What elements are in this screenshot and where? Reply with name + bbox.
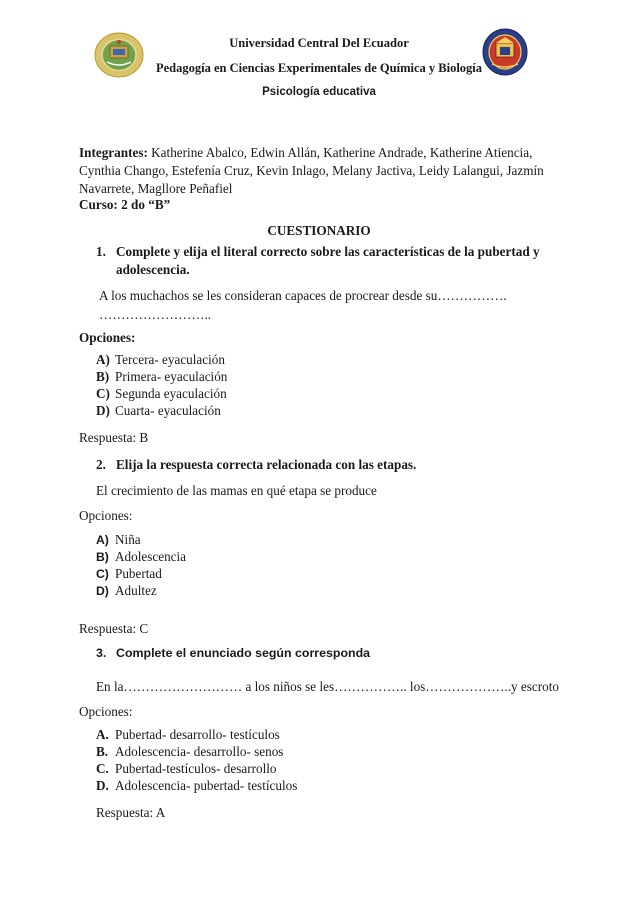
subject-name: Psicología educativa	[262, 86, 376, 98]
question-1-stem-1: A los muchachos se les consideran capaces de procrear desde su…………….	[99, 288, 507, 303]
option-text: Adultez	[115, 583, 157, 598]
option-letter: C)	[96, 567, 109, 581]
question-2-text: Elija la respuesta correcta relacionada con las etapas.	[116, 457, 417, 472]
question-2-options-label: Opciones:	[79, 508, 133, 523]
members-line-3: Navarrete, Magllore Peñafiel	[79, 181, 233, 196]
question-1-number: 1.	[96, 244, 106, 259]
option-text: Pubertad- desarrollo- testículos	[115, 727, 280, 742]
option-text: Adolescencia	[115, 549, 187, 564]
question-2-option-d	[96, 583, 157, 599]
option-text: Niña	[115, 532, 141, 547]
members-names-1: Katherine Abalco, Edwin Allán, Katherine Andrade, Katherine Atiencia,	[151, 145, 533, 160]
questionnaire-title: CUESTIONARIO	[267, 223, 371, 238]
course-label: Curso:	[79, 197, 118, 212]
option-text: Tercera- eyaculación	[115, 352, 225, 367]
question-3-option-b	[96, 744, 283, 760]
option-text: Primera- eyaculación	[115, 369, 228, 384]
question-2-option-c	[96, 566, 162, 582]
question-3-number: 3.	[96, 646, 107, 660]
question-3-answer: Respuesta: A	[96, 805, 166, 820]
question-1-options-label: Opciones:	[79, 330, 136, 345]
question-1-option-c	[96, 386, 227, 402]
option-letter: C.	[96, 761, 109, 776]
course-line	[79, 197, 170, 213]
option-letter: A)	[96, 533, 109, 547]
option-letter: D)	[96, 403, 110, 418]
question-2-option-a	[96, 532, 141, 548]
question-2-answer: Respuesta: C	[79, 621, 149, 636]
question-3-line	[96, 646, 370, 660]
question-2-stem: El crecimiento de las mamas en qué etapa se produce	[96, 483, 377, 498]
question-2-number: 2.	[96, 457, 106, 472]
course-value: 2 do “B”	[121, 197, 171, 212]
question-1-stem-2: ……………………..	[99, 307, 212, 322]
university-name: Universidad Central Del Ecuador	[229, 36, 409, 50]
option-letter: B)	[96, 369, 110, 384]
members-line-2: Cynthia Chango, Estefenía Cruz, Kevin Inlago, Melany Jactiva, Leidy Lalangui, Jazmín	[79, 163, 544, 178]
option-letter: A.	[96, 727, 109, 742]
option-letter: B)	[96, 550, 109, 564]
option-letter: D)	[96, 584, 109, 598]
question-3-option-a	[96, 727, 280, 743]
question-2-option-b	[96, 549, 186, 565]
option-text: Adolescencia- desarrollo- senos	[115, 744, 284, 759]
question-3-text: Complete el enunciado según corresponda	[116, 646, 371, 660]
option-letter: B.	[96, 744, 109, 759]
option-text: Segunda eyaculación	[115, 386, 227, 401]
members-label: Integrantes:	[79, 145, 148, 160]
question-1-line-2: adolescencia.	[116, 262, 190, 277]
option-text: Pubertad	[115, 566, 162, 581]
option-text: Cuarta- eyaculación	[115, 403, 221, 418]
question-1-answer: Respuesta: B	[79, 430, 149, 445]
question-3-option-c	[96, 761, 277, 777]
question-1-line-1	[96, 244, 540, 260]
option-text: Pubertad-testículos- desarrollo	[115, 761, 277, 776]
question-3-options-label: Opciones:	[79, 704, 133, 719]
question-3-option-d	[96, 778, 297, 794]
question-1-option-d	[96, 403, 221, 419]
option-letter: A)	[96, 352, 110, 367]
option-letter: C)	[96, 386, 110, 401]
question-3-stem: En la……………………… a los niños se les…………….. los………………..y escroto	[96, 679, 559, 694]
option-letter: D.	[96, 778, 109, 793]
option-text: Adolescencia- pubertad- testículos	[115, 778, 298, 793]
question-2-line	[96, 457, 416, 473]
question-1-option-b	[96, 369, 227, 385]
question-1-text-1: Complete y elija el literal correcto sobre las características de la pubertad y	[116, 244, 540, 259]
faculty-name: Pedagogía en Ciencias Experimentales de Química y Biología	[155, 61, 483, 75]
members-line-1	[79, 145, 532, 161]
question-1-option-a	[96, 352, 225, 368]
